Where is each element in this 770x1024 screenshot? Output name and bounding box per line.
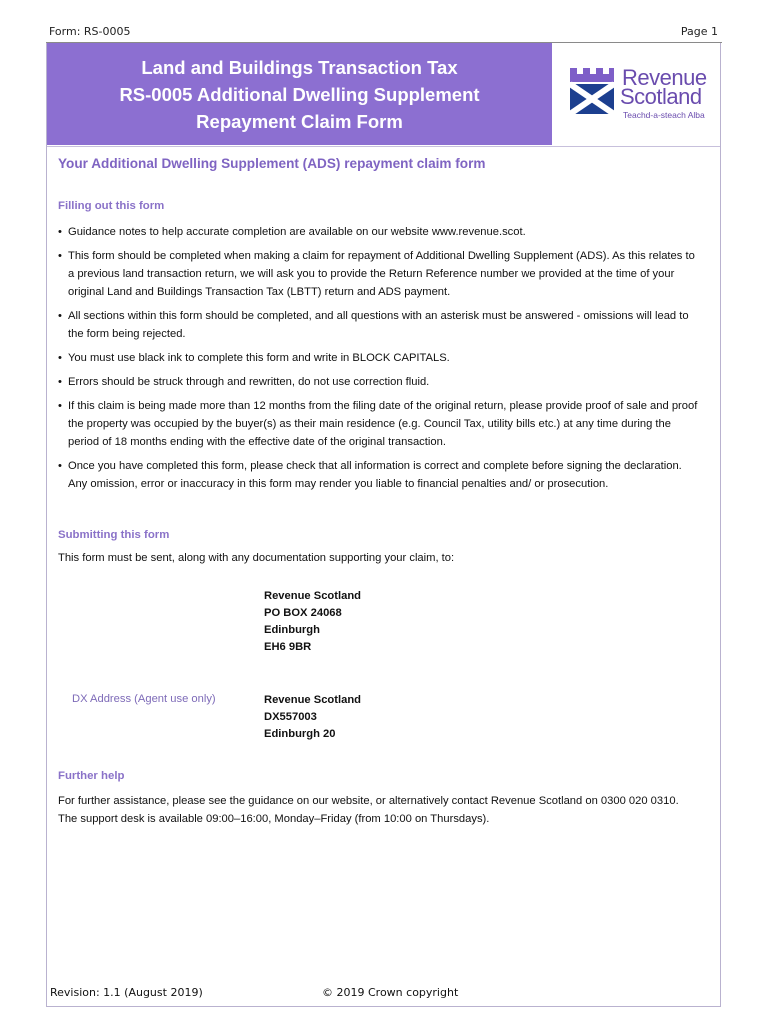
dx-address-label: DX Address (Agent use only)	[72, 693, 216, 705]
address-line: Edinburgh	[264, 624, 320, 636]
address-line: EH6 9BR	[264, 641, 312, 653]
revenue-scotland-logo	[566, 62, 716, 124]
address-line: Revenue Scotland	[264, 590, 361, 602]
list-item: • You must use black ink to complete this form and write in BLOCK CAPITALS.	[58, 349, 703, 367]
logo-word-scotland: Scotland	[620, 84, 702, 109]
guidance-list	[58, 223, 703, 499]
dx-address	[264, 692, 361, 743]
address-line: Revenue Scotland	[264, 694, 361, 706]
logo-tagline: Teachd-a-steach Alba	[623, 110, 705, 120]
castle-flag-icon	[566, 66, 618, 116]
copyright-note: © 2019 Crown copyright	[322, 986, 459, 999]
form-id: Form: RS-0005	[49, 25, 131, 38]
list-item: • Guidance notes to help accurate completion are available on our website www.revenue.scot.	[58, 223, 703, 241]
header-divider	[47, 146, 720, 147]
submitting-intro: This form must be sent, along with any documentation supporting your claim, to:	[58, 552, 455, 564]
list-item: • All sections within this form should be completed, and all questions with an asterisk must be answered - omissions will lead to the form being rejected.	[58, 307, 703, 343]
postal-address	[264, 588, 361, 656]
list-item: • Once you have completed this form, please check that all information is correct and complete before signing the declaration. Any omission, error or inaccuracy in this form may render you liable to financial penalties and/ or prosecution.	[58, 457, 703, 493]
main-heading: Your Additional Dwelling Supplement (ADS) repayment claim form	[58, 156, 486, 171]
banner-title-line-2: RS-0005 Additional Dwelling Supplement	[119, 83, 480, 105]
page-number: Page 1	[680, 25, 718, 38]
address-line: DX557003	[264, 711, 317, 723]
further-help-text: For further assistance, please see the guidance on our website, or alternatively contact Revenue Scotland on 0300 020 0310. The support desk is available 09:00–16:00, Monday–Friday (from 10:00 on Thursdays).	[58, 795, 679, 825]
section-title-submitting: Submitting this form	[58, 529, 170, 541]
section-title-further-help: Further help	[58, 770, 125, 782]
form-frame	[46, 43, 721, 1007]
banner-title-line-1: Land and Buildings Transaction Tax	[141, 56, 458, 78]
section-title-filling: Filling out this form	[58, 200, 165, 212]
list-item: • This form should be completed when making a claim for repayment of Additional Dwelling Supplement (ADS). As this relates to a previous land transaction return, we will ask you to provide the Return Reference number we provided at the time of your original Land and Buildings Transaction Tax (LBTT) return and ADS payment.	[58, 247, 703, 301]
revision-note: Revision: 1.1 (August 2019)	[50, 986, 203, 999]
title-banner	[47, 43, 552, 145]
logo-word-revenue: Revenue	[622, 65, 707, 90]
address-line: Edinburgh 20	[264, 728, 336, 740]
list-item: • If this claim is being made more than 12 months from the filing date of the original return, please provide proof of sale and proof the property was occupied by the buyer(s) as their main residence (e.g. Council Tax, utility bills etc.) at any time during the period of 18 months ending with the effective date of the original transaction.	[58, 397, 703, 451]
banner-title-line-3: Repayment Claim Form	[196, 110, 403, 132]
list-item: • Errors should be struck through and rewritten, do not use correction fluid.	[58, 373, 703, 391]
address-line: PO BOX 24068	[264, 607, 342, 619]
